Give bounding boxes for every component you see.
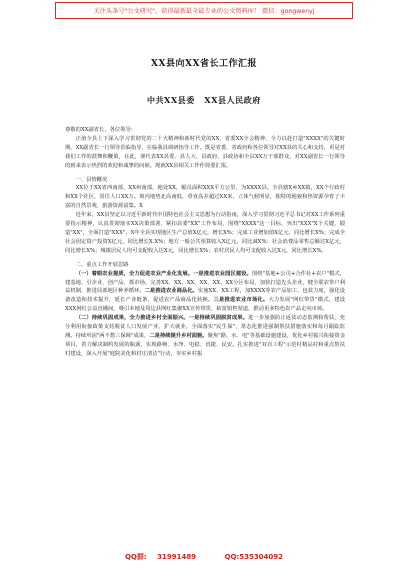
footer-contact [0,552,408,562]
footer-qq: QQ:535304092 [224,553,284,561]
document-author: 中共XX县委 XX县人民政府 [146,95,261,105]
section1-paragraph-2: 近年来，XX县坚定以习近平新时代中国特色社会主义思想为行动指南，深入学习贯彻习近平总书记对XX工作系列重要指示精神，认真贯彻落实XX决策部署，紧扣县委"XX"工作布局，围绕"XXXX"这一目标，突出"XXX"X个关键，锻造"XX"，全面打造"XXX"，X年全县实现地区生产总值X亿元，增长X%；完成工业增加值X亿元，同比增长X%；完成全社会固定资产投资X亿元，同比增长X.X%；地方一般公共预算收入X亿元，同比减X%；社会消费品零售总额达X亿元，同比增长X%；城镇居民人均可支配收入达X元，同比增长X%；农村居民人均可支配收入达X元，同比增长X%。 [65,212,345,254]
section2-paragraph-2-text: 进一步加强防止返贫动态监测和帮扶，充分利用衔接政策支持脱贫人口发展产业、扩大就业，全面落实"民生保"，常态化推进强制帮扶措施落实和每月跟踪监测。持续巩固"两不愁三保障"成果， [65,315,345,339]
section2-paragraph-1-text: 围绕"基地+公司+合作社+农户"模式，建基地、引企业、创产品、抓市场，完善XX、XX、XX、XX、XX、XX分区布局，加快打造先头企业，健全联农带户利益机制，推进局部地区种养循环。 [65,270,345,295]
section2-paragraph-1 [65,270,345,315]
salutation: 尊敬的XX副省长，各位领导： [65,127,137,133]
section2-paragraph-2-text-b: 聚焦"路、水、电"等基础设施建设，优化乡村振兴衔接资金项目，着力解决制约发展的瓶颈，实现路畅、水净、电稳、讯捷、民安。扎实推进"双百工程"示范村精品村和重点帮扶村建设，深入开展"庭院美化和村庄清洁"行动，夯实乡村振 [65,332,345,357]
section2-paragraph-2-lead: （二）持续巩固成果，全力推进乡村全面振兴。 [75,315,189,322]
section-heading-1: 一、县情概况 [75,176,108,183]
section2-paragraph-1-lead3: 二是推进农业商品化。 [144,288,198,295]
footer-qq-group: QQ群: 31991489 [124,553,197,561]
intro-paragraph: 正值全县上下深入学习贯彻党的二十大精神和新时代党的XX、省委XX全会精神，全力以赴打造"XXXX"的关键时期，XX副省长一行领导莅临指导，在临我县调研指导工作。既是省委、省政府和各位领导对XX县的关心和支持，更是对我们工作的鼓舞和鞭策，在此，谨代表XX县委、县人大、县政府、县政协和全县XX万干部群众，对XX副省长一行领导的到来表示热烈的欢迎和诚挚的问候。现就XX县相关工作作简要汇报。 [65,135,345,169]
promo-banner-text: 关注头条号"公文研究"，获得最新最全最专业的公文资料库！ 微信：gongwenyj [93,8,315,15]
section2-paragraph-2 [65,314,345,359]
promo-banner [55,2,353,19]
document-body [65,126,345,359]
section-heading-2: 二、重点工作开展思路 [75,261,129,268]
section2-paragraph-1-text-b: 实施XX、XX工程，加XXXX等农产品加工、包装力度，强化设备改造和技术提升，延长产业链条，促进农产品商品化转换。 [65,288,345,304]
section2-paragraph-1-text-c: 大力发展"网红带货"模式，建设XXX网红公益直播间，吸引本地及周边县网红集聚XX宣传带货，拓宽销售渠道，推动更多特色农产品走向市场。 [65,297,345,313]
section1-paragraph-1: XX位于XX省西南部、XX州南部，地处XX，幅员面积XXX平方公里，为XXXX县。全县辖X乡XX镇，XX个行政村和XX个社区，常住人口XX万。境内地势北高南低，垂直高差超过XX米，立体气候明显，独特的地貌和热资源孕育了丰富的自然景观，旅游资源富集。X [65,185,345,210]
section2-paragraph-1-lead2: 一是推进农业园区建设。 [193,270,252,277]
section2-paragraph-1-lead4: 三是推进农业市场化。 [213,297,269,304]
section2-paragraph-2-lead3: 二是持续提升乡村面貌。 [149,332,208,339]
document-title: XX县向XX省长工作汇报 [151,59,257,69]
section2-paragraph-1-lead: （一）着眼农业提质，全力促进农业产业化发展。 [75,270,194,277]
section2-paragraph-2-lead2: 一是持续巩固脱贫成果。 [188,315,249,322]
